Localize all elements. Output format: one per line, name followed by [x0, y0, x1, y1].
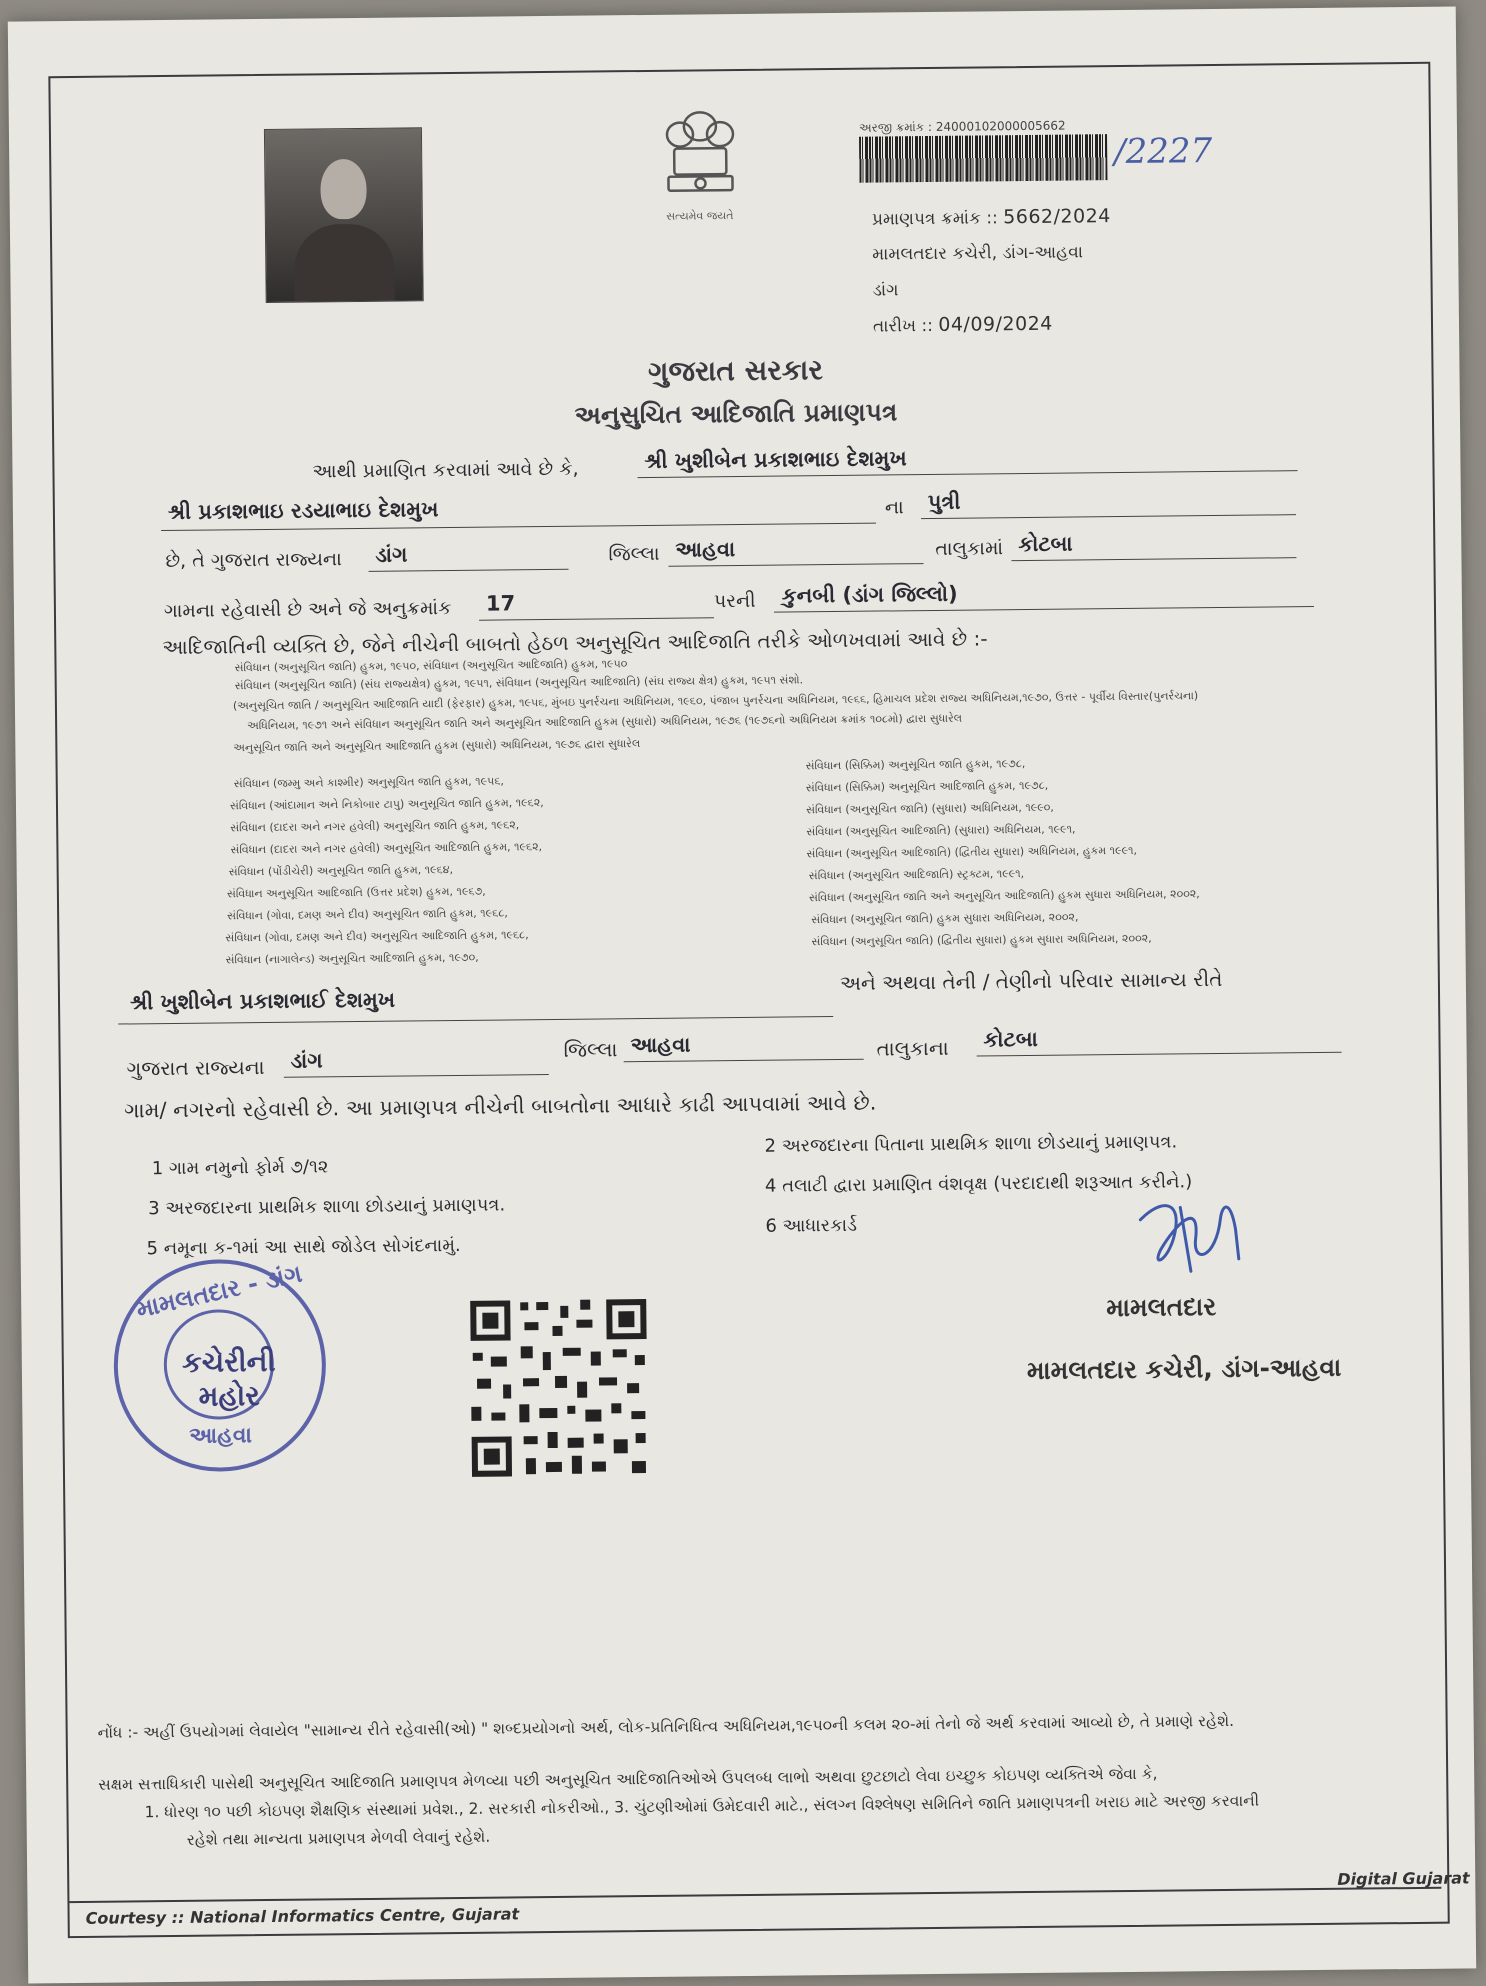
handwritten-number: /2227	[1113, 131, 1213, 173]
document-item: 3 અરજદારના પ્રાથમિક શાળા છોડયાનું પ્રમાણપત્ર.	[148, 1194, 506, 1220]
certificate-number: 5662/2024	[1003, 205, 1111, 229]
certificate-number-label: પ્રમાણપત્ર ક્રમાંક ::	[871, 208, 1004, 230]
applicant-name-repeat: શ્રી ખુશીબેન પ્રકાશભાઈ દેશમુખ	[129, 987, 396, 1015]
barcode	[859, 134, 1107, 183]
barcode-label: અરજી ક્રમાંક : 24000102000005662	[858, 118, 1066, 135]
order-left: સંવિધાન (દાદરા અને નગર હવેલી) અનુસૂચિત આદિજાતિ હુકમ, ૧૯૬૨,	[230, 840, 543, 857]
na-text: ના	[884, 496, 904, 519]
order-right: સંવિધાન (સિક્કિમ) અનુસૂચિત જાતિ હુકમ, ૧૯૭૮,	[805, 757, 1026, 773]
qr-code-icon	[466, 1295, 652, 1481]
emblem-caption: સત્યમેવ જયતે	[666, 209, 734, 223]
district: ડાંગ	[375, 542, 408, 567]
issuing-district: ડાંગ	[872, 280, 899, 301]
document-item: 4 તલાટી દ્વારા પ્રમાણિત વંશવૃક્ષ (પરદાદાથી શરૂઆત કરીને.)	[764, 1171, 1193, 1197]
order-line: (અનુસૂચિત જાતિ / અનુસૂચિત આદિજાતિ યાદી (ફેરફાર) હુકમ, ૧૯૫૬, મુંબઇ પુનર્રચના અધિનિયમ, ૧૯૬૦, પંજાબ પુનર્રચના અધિનિયમ, ૧૯૬૬, હિમાચલ પ્રદેશ રાજ્ય અધિનિયમ,૧૯૭૦, ઉત્તર - પૂર્વીય વિસ્તાર(પુનર્રચના)	[232, 689, 1199, 713]
talukana-text: તાલુકાના	[876, 1035, 949, 1061]
village-repeat: કોટબા	[983, 1026, 1038, 1052]
government-title: ગુજરાત સરકાર	[647, 353, 824, 388]
office-seal	[113, 1258, 327, 1472]
certificate-title: અનુસુચિત આદિજાતિ પ્રમાણપત્ર	[574, 397, 898, 430]
note-validity: રહેશે તથા માન્યતા પ્રમાણપત્ર મેળવી લેવાનું રહેશે.	[186, 1827, 491, 1849]
family-text: અને અથવા તેની / તેણીનો પરિવાર સામાન્ય રીતે	[839, 966, 1223, 995]
order-left: સંવિધાન (આંદામાન અને નિકોબાર ટાપુ) અનુસૂચિત જાતિ હુકમ, ૧૯૬૨,	[229, 796, 544, 813]
order-right: સંવિધાન (અનુસૂચિત આદિજાતિ) (દ્વિતીય સુધારા) અધિનિયમ, હુકમ ૧૯૯૧,	[806, 843, 1138, 861]
village: કોટબા	[1018, 531, 1073, 557]
order-left: સંવિધાન (ગોવા, દમણ અને દીવ) અનુસૂચિત જાતિ હુકમ, ૧૯૬૮,	[227, 906, 508, 923]
signature-icon	[1120, 1189, 1261, 1280]
seal-middle-text: કચેરીની મહોર	[181, 1344, 276, 1413]
order-line: સંવિધાન (અનુસૂચિત જાતિ) હુકમ, ૧૯૫૦, સંવિધાન (અનુસૂચિત આદિજાતિ) હુકમ, ૧૯૫૦	[234, 657, 628, 675]
certificate-sheet	[8, 6, 1476, 1983]
tribe-name: કુનબી (ડાંગ જિલ્લો)	[781, 581, 958, 608]
digital-gujarat-text: Digital Gujarat	[1337, 1868, 1470, 1889]
order-left: સંવિધાન (જમ્મુ અને કાશ્મીર) અનુસૂચિત જાતિ હુકમ, ૧૯૫૬,	[233, 774, 505, 791]
order-line: અનુસૂચિત જાતિ અને અનુસૂચિત આદિજાતિ હુકમ (સુધારો) અધિનિયમ, ૧૯૭૬ દ્વારા સુધારેલ	[233, 737, 641, 755]
order-right: સંવિધાન (અનુસૂચિત જાતિ અને અનુસૂચિત આદિજાતિ) હુકમ સુધારા અધિનિયમ, ૨૦૦૨,	[808, 887, 1200, 905]
note-benefits: સક્ષમ સત્તાધિકારી પાસેથી અનુસૂચિત આદિજાતિ પ્રમાણપત્ર મેળવ્યા પછી અનુસૂચિત આદિજાતિઓએ ઉપલબ્ધ લાભો અથવા છુટછાટો લેવા ઇચ્છુક કોઇપણ વ્યક્તિએ જેવા કે,	[98, 1764, 1158, 1794]
applicant-photo	[264, 127, 424, 303]
jilla-text-repeat: જિલ્લા	[563, 1037, 618, 1062]
order-right: સંવિધાન (અનુસૂચિત જાતિ) (દ્વિતીય સુધારા) હુકમ સુધારા અધિનિયમ, ૨૦૦૨,	[811, 931, 1152, 949]
seal-top-text: મામલતદાર - ડાંગ	[133, 1259, 305, 1324]
order-right: સંવિધાન (સિક્કિમ) અનુસૂચિત આદિજાતિ હુકમ, ૧૯૭૮,	[805, 778, 1049, 795]
issue-date: 04/09/2024	[938, 312, 1053, 336]
signatory-office: મામલતદાર કચેરી, ડાંગ-આહવા	[1026, 1352, 1342, 1386]
order-right: સંવિધાન (અનુસૂચિત જાતિ) (સુધારા) અધિનિયમ, ૧૯૯૦,	[805, 800, 1054, 817]
taluka-hq: આહવા	[675, 537, 736, 562]
order-left: સંવિધાન (દાદરા અને નગર હવેલી) અનુસૂચિત જાતિ હુકમ, ૧૯૬૨,	[230, 818, 520, 835]
state-text: છે, તે ગુજરાત રાજ્યના	[165, 548, 342, 573]
state-emblem-icon	[654, 104, 747, 215]
resident-basis-text: ગામ/ નગરનો રહેવાસી છે. આ પ્રમાણપત્ર નીચેની બાબતોના આધારે કાઢી આપવામાં આવે છે.	[124, 1090, 877, 1123]
order-right: સંવિધાન (અનુસૂચિત આદિજાતિ) સ્ટ્રક્ટમ, ૧૯૯૧,	[808, 867, 1025, 883]
document-item: 5 નમૂના ક-૧માં આ સાથે જોડેલ સોગંદનામું.	[146, 1234, 461, 1260]
applicant-name: શ્રી ખુશીબેન પ્રકાશભાઇ દેશમુખ	[644, 446, 907, 473]
district-repeat: ડાંગ	[290, 1048, 323, 1073]
order-left: સંવિધાન અનુસૂચિત આદિજાતિ (ઉત્તર પ્રદેશ) હુકમ, ૧૯૬૭,	[226, 884, 486, 901]
recognition-text: આદિજાતિની વ્યક્તિ છે, જેને નીચેની બાબતો હેઠળ અનુસૂચિત આદિજાતિ તરીકે ઓળખવામાં આવે છે :-	[162, 626, 988, 660]
note-residence: નોંધ :- અહીં ઉપયોગમાં લેવાયેલ "સામાન્ય રીતે રહેવાસી(ઓ) " શબ્દપ્રયોગનો અર્થ, લોક-પ્રતિનિધિત્વ અધિનિયમ,૧૯૫૦ની કલમ ૨૦-માં તેનો જે અર્થ કરવામાં આવ્યો છે, તે પ્રમાણે રહેશે.	[97, 1711, 1235, 1742]
father-name: શ્રી પ્રકાશભાઇ રડયાભાઇ દેશમુખ	[167, 497, 439, 524]
seal-bottom-text: આહવા	[189, 1423, 253, 1449]
order-left: સંવિધાન (ગોવા, દમણ અને દીવ) અનુસૂચિત આદિજાતિ હુકમ, ૧૯૬૮,	[225, 928, 529, 945]
jilla-text: જિલ્લા	[608, 542, 660, 566]
note-purposes: 1. ધોરણ ૧૦ પછી કોઇપણ શૈક્ષણિક સંસ્થામાં પ્રવેશ., 2. સરકારી નોકરીઓ., 3. ચુંટણીઓમાં ઉમેદવારી માટે., સંલગ્ન વિશ્લેષણ સમિતિને જાતિ પ્રમાણપત્રની ખરાઇ માટે અરજી કરવાની	[144, 1791, 1260, 1822]
order-right: સંવિધાન (અનુસૂચિત જાતિ) હુકમ સુધારા અધિનિયમ, ૨૦૦૨,	[811, 910, 1079, 927]
intro-text: આથી પ્રમાણિત કરવામાં આવે છે કે,	[312, 457, 579, 483]
parni-text: પરની	[713, 589, 756, 613]
signatory-designation: મામલતદાર	[1106, 1292, 1217, 1323]
order-left: સંવિધાન (નાગાલેન્ડ) અનુસૂચિત આદિજાતિ હુકમ, ૧૯૭૦,	[225, 950, 479, 967]
order-left: સંવિધાન (પોંડીચેરી) અનુસૂચિત જાતિ હુકમ, ૧૯૬૪,	[228, 863, 454, 879]
date-line	[873, 313, 1053, 337]
order-line: અધિનિયમ, ૧૯૭૧ અને સંવિધાન અનુસૂચિત જાતિ અને અનુસૂચિત આદિજાતિ હુકમ (સુધારો) અધિનિયમ, ૧૯૭૬ (૧૯૭૬નો અધિનિયમ ક્રમાંક ૧૦૮મો) દ્વારા સુધારેલ	[247, 711, 963, 733]
document-item: 1 ગામ નમુનો ફોર્મ ૭/૧૨	[151, 1156, 329, 1180]
date-label: તારીખ ::	[872, 315, 939, 337]
courtesy-text: Courtesy :: National Informatics Centre, Gujarat	[85, 1904, 520, 1928]
relation: પુત્રી	[927, 489, 961, 515]
taluka-hq-repeat: આહવા	[630, 1032, 691, 1058]
document-item: 6 આધારકાર્ડ	[765, 1214, 858, 1237]
resident-serial-text: ગામના રહેવાસી છે અને જે અનુક્રમાંક	[163, 597, 452, 623]
order-right: સંવિધાન (અનુસૂચિત આદિજાતિ) (સુધારા) અધિનિયમ, ૧૯૯૧,	[806, 822, 1076, 839]
serial-number: 17	[485, 591, 516, 616]
document-item: 2 અરજદારના પિતાના પ્રાથમિક શાળા છોડયાનું પ્રમાણપત્ર.	[764, 1131, 1178, 1157]
order-line: સંવિધાન (અનુસૂચિત જાતિ) (સંઘ રાજ્યક્ષેત્ર) હુકમ, ૧૯૫૧, સંવિધાન (અનુસૂચિત આદિજાતિ) (સંઘ રાજ્ય ક્ષેત્ર) હુકમ, ૧૯૫૧ સંશો.	[234, 673, 804, 693]
state-text-repeat: ગુજરાત રાજ્યના	[126, 1055, 265, 1081]
issuing-office: મામલતદાર કચેરી, ડાંગ-આહવા	[872, 242, 1084, 265]
talukama-text: તાલુકામાં	[935, 537, 1004, 560]
certificate-number-line	[872, 205, 1111, 230]
